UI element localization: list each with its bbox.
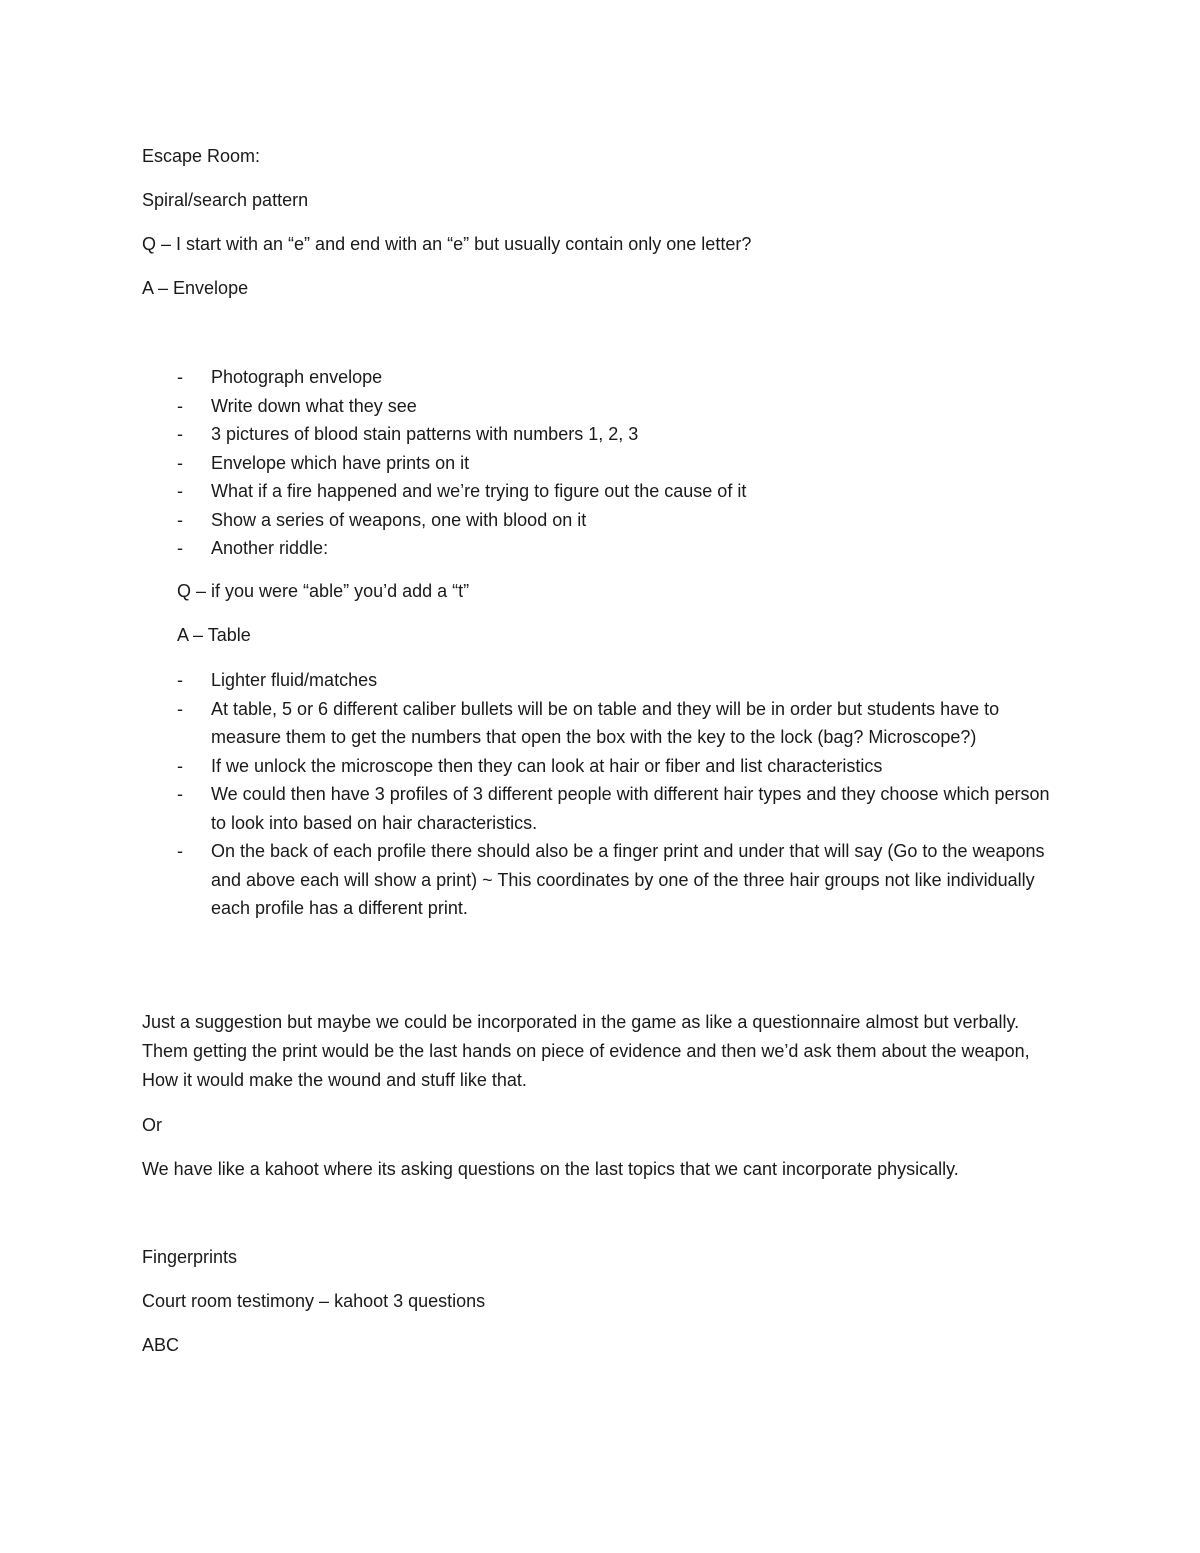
document-subtitle: Spiral/search pattern [142,190,309,210]
task-list-1 [177,363,877,563]
kahoot-paragraph: We have like a kahoot where its asking questions on the last topics that we cant incorporate physically. [142,1159,959,1179]
bullet-marker: - [177,538,183,558]
riddle-2-question: Q – if you were “able” you’d add a “t” [177,581,470,601]
list-item [177,534,877,563]
list-item [177,392,877,421]
bullet-marker: - [177,509,183,530]
riddle-2-answer: A – Table [177,625,251,645]
bullet-marker: - [177,841,183,861]
list-item-text: At table, 5 or 6 different caliber bullets will be on table and they will be in order but students have to measure them to get the numbers that open the box with the key to the lock (bag? Microscope?) [211,698,1000,747]
document-title: Escape Room: [142,146,261,166]
riddle-1-question: Q – I start with an “e” and end with an “e” but usually contain only one letter? [142,234,752,254]
list-item [177,449,877,478]
list-item-text: Another riddle: [211,538,329,558]
list-item [177,780,1057,837]
suggestion-paragraph: Just a suggestion but maybe we could be incorporated in the game as like a questionnaire almost but verbally. Them getting the print would be the last hands on piece of evidence and then we’d ask them about the weapon, How it would make the wound and stuff like that. [142,1012,1030,1090]
list-item [177,506,877,535]
list-item [177,752,1057,781]
list-item-text: Envelope which have prints on it [211,452,470,473]
abc-line: ABC [142,1335,180,1355]
list-item-text: Photograph envelope [211,367,383,387]
bullet-marker: - [177,670,183,690]
list-item-text: If we unlock the microscope then they can look at hair or fiber and list characteristics [211,755,883,776]
bullet-marker: - [177,698,183,719]
bullet-marker: - [177,481,183,501]
list-item-text: Write down what they see [211,395,417,416]
bullet-marker: - [177,395,183,416]
bullet-marker: - [177,452,183,473]
list-item-text: Show a series of weapons, one with blood on it [211,509,587,530]
list-item [177,695,1057,752]
list-item [177,477,877,506]
list-item [177,363,877,392]
list-item-text: 3 pictures of blood stain patterns with numbers 1, 2, 3 [211,424,639,444]
riddle-1-answer: A – Envelope [142,278,249,298]
task-list-2 [177,666,1057,923]
list-item [177,420,877,449]
list-item-text: What if a fire happened and we’re trying to figure out the cause of it [211,481,747,501]
list-item-text: Lighter fluid/matches [211,670,378,690]
list-item [177,837,1057,923]
bullet-marker: - [177,784,183,804]
fingerprints-heading: Fingerprints [142,1247,238,1267]
bullet-marker: - [177,755,183,776]
list-item [177,666,1057,695]
bullet-marker: - [177,367,183,387]
court-testimony-line: Court room testimony – kahoot 3 questions [142,1291,486,1311]
list-item-text: We could then have 3 profiles of 3 different people with different hair types and they choose which person to look into based on hair characteristics. [211,784,1050,833]
or-text: Or [142,1115,162,1135]
list-item-text: On the back of each profile there should also be a finger print and under that will say (Go to the weapons and above each will show a print) ~ This coordinates by one of the three hair groups not like individually each profile has a different print. [211,841,1045,918]
bullet-marker: - [177,424,183,444]
